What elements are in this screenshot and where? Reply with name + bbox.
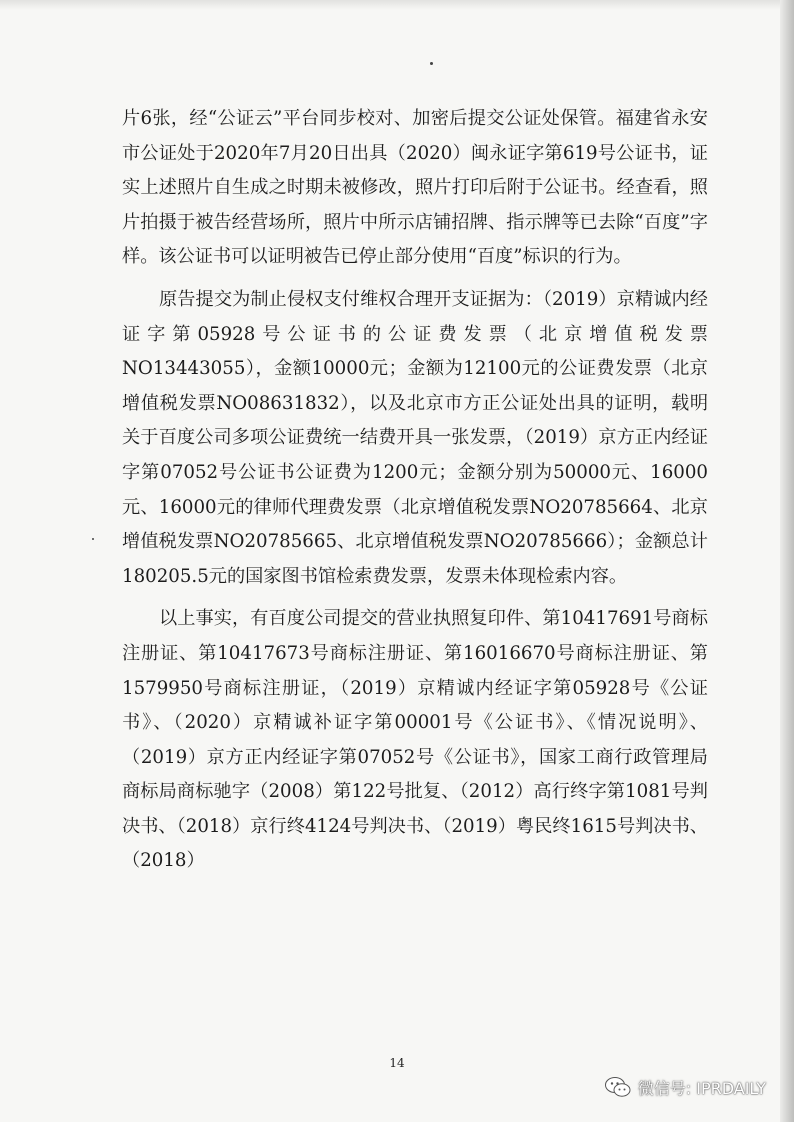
paragraph-evidence: 以上事实，有百度公司提交的营业执照复印件、第10417691号商标注册证、第10417673号商标注册证、第16016670号商标注册证、第1579950号商标注册证，（2019）京精诚内经证字第05928号《公证书》、（2020）京精诚补证字第00001号《公证书》、《情况说明》、（2019）京方正内经证字第07052号《公证书》，国家工商行政管理局商标局商标驰字（2008）第122号批复、（2012）高行终字第1081号判决书、（2018）京行终4124号判决书、（2019）粤民终1615号判决书、（2018） bbox=[122, 608, 708, 872]
wechat-icon bbox=[604, 1075, 632, 1099]
scan-top-shadow bbox=[0, 0, 794, 10]
scan-edge-shadow bbox=[780, 0, 794, 1122]
scan-speck bbox=[430, 62, 433, 65]
document-body bbox=[122, 102, 708, 879]
watermark-text: 微信号: IPRDAILY bbox=[637, 1078, 766, 1098]
scan-speck bbox=[92, 538, 94, 540]
paragraph-continued: 片6张，经“公证云”平台同步校对、加密后提交公证处保管。福建省永安市公证处于2020年7月20日出具（2020）闽永证字第619号公证书，证实上述照片自生成之时期未被修改，照片打印后附于公证书。经查看，照片拍摄于被告经营场所，照片中所示店铺招牌、指示牌等已去除“百度”字样。该公证书可以证明被告已停止部分使用“百度”标识的行为。 bbox=[122, 108, 708, 268]
page-number: 14 bbox=[389, 1056, 405, 1070]
paragraph-expenses: 原告提交为制止侵权支付维权合理开支证据为：（2019）京精诚内经证字第05928号公证书的公证费发票（北京增值税发票NO13443055），金额10000元；金额为12100元的公证费发票（北京增值税发票NO08631832），以及北京市方正公证处出具的证明，载明关于百度公司多项公证费统一结费开具一张发票，（2019）京方正内经证字第07052号公证书公证费为1200元；金额分别为50000元、16000元、16000元的律师代理费发票（北京增值税发票NO20785664、北京增值税发票NO20785665、北京增值税发票NO20785666）；金额总计180205.5元的国家图书馆检索费发票，发票未体现检索内容。 bbox=[122, 288, 708, 587]
wechat-watermark bbox=[604, 1074, 766, 1100]
